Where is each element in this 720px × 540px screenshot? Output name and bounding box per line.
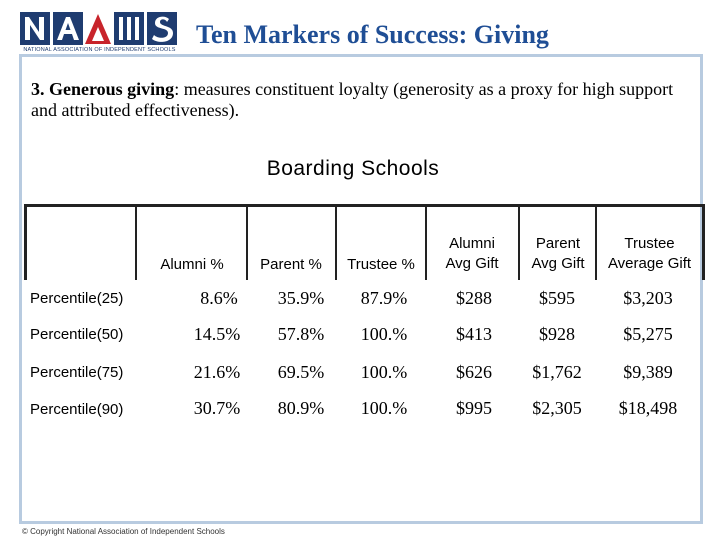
- table-cell: $928: [539, 324, 575, 344]
- table-cell: $595: [539, 288, 575, 308]
- column-header-line: Avg Gift: [531, 255, 585, 272]
- column-header-line: Alumni: [449, 235, 495, 252]
- column-header-line: Parent: [535, 235, 581, 252]
- column-header-line: Trustee: [624, 235, 675, 252]
- table-cell: 8.6%: [200, 288, 238, 308]
- table-cell: $995: [456, 398, 492, 418]
- table-cell: 57.8%: [277, 324, 325, 344]
- table-cell: $5,275: [623, 324, 673, 344]
- table-cell: 69.5%: [277, 362, 325, 382]
- table-cell: 30.7%: [193, 398, 241, 418]
- column-header-line: Average Gift: [607, 255, 692, 272]
- table-cell: $18,498: [618, 398, 678, 418]
- row-label: Percentile(75): [30, 364, 124, 381]
- column-header-alumni-pct: Alumni %: [160, 256, 224, 273]
- table-cell: $288: [456, 288, 492, 308]
- table-subtitle-text: Boarding Schools: [266, 157, 440, 180]
- table-cell: $413: [456, 324, 492, 344]
- column-header-parent-pct: Parent %: [260, 256, 322, 273]
- intro-lead: 3. Generous giving: [31, 79, 175, 99]
- row-label: Percentile(25): [30, 290, 124, 307]
- table-cell: $9,389: [623, 362, 673, 382]
- table-cell: 87.9%: [360, 288, 408, 308]
- table-cell: 14.5%: [193, 324, 241, 344]
- intro-text: : measures constituent loyalty (generosity as a proxy for high support and attributed effectiveness).: [31, 79, 674, 120]
- column-header-trustee-pct: Trustee %: [347, 256, 415, 273]
- nais-logo-mark: [19, 10, 180, 46]
- table-cell: $3,203: [623, 288, 673, 308]
- table-cell: 100.%: [360, 362, 408, 382]
- row-label: Percentile(90): [30, 401, 124, 418]
- table-cell: $626: [456, 362, 492, 382]
- table-subtitle: [0, 157, 720, 181]
- table-cell: 80.9%: [277, 398, 325, 418]
- table-cell: 100.%: [360, 324, 408, 344]
- row-label: Percentile(50): [30, 326, 124, 343]
- table-cell: 100.%: [360, 398, 408, 418]
- table-cell: 21.6%: [193, 362, 241, 382]
- copyright-footer: © Copyright National Association of Independent Schools: [22, 527, 225, 536]
- page-title: Ten Markers of Success: Giving: [196, 20, 549, 49]
- nais-logo: [19, 10, 180, 55]
- column-header-line: Avg Gift: [445, 255, 499, 272]
- logo-caption: NATIONAL ASSOCIATION OF INDEPENDENT SCHOOLS: [23, 47, 176, 53]
- table-cell: 35.9%: [277, 288, 325, 308]
- intro-paragraph: [31, 79, 681, 121]
- table-cell: $2,305: [532, 398, 582, 418]
- column-header-trustee-avg: [597, 234, 702, 274]
- column-divider: [135, 204, 137, 280]
- column-header-alumni-avg: [427, 234, 517, 274]
- table-cell: $1,762: [532, 362, 582, 382]
- column-header-parent-avg: [514, 234, 602, 274]
